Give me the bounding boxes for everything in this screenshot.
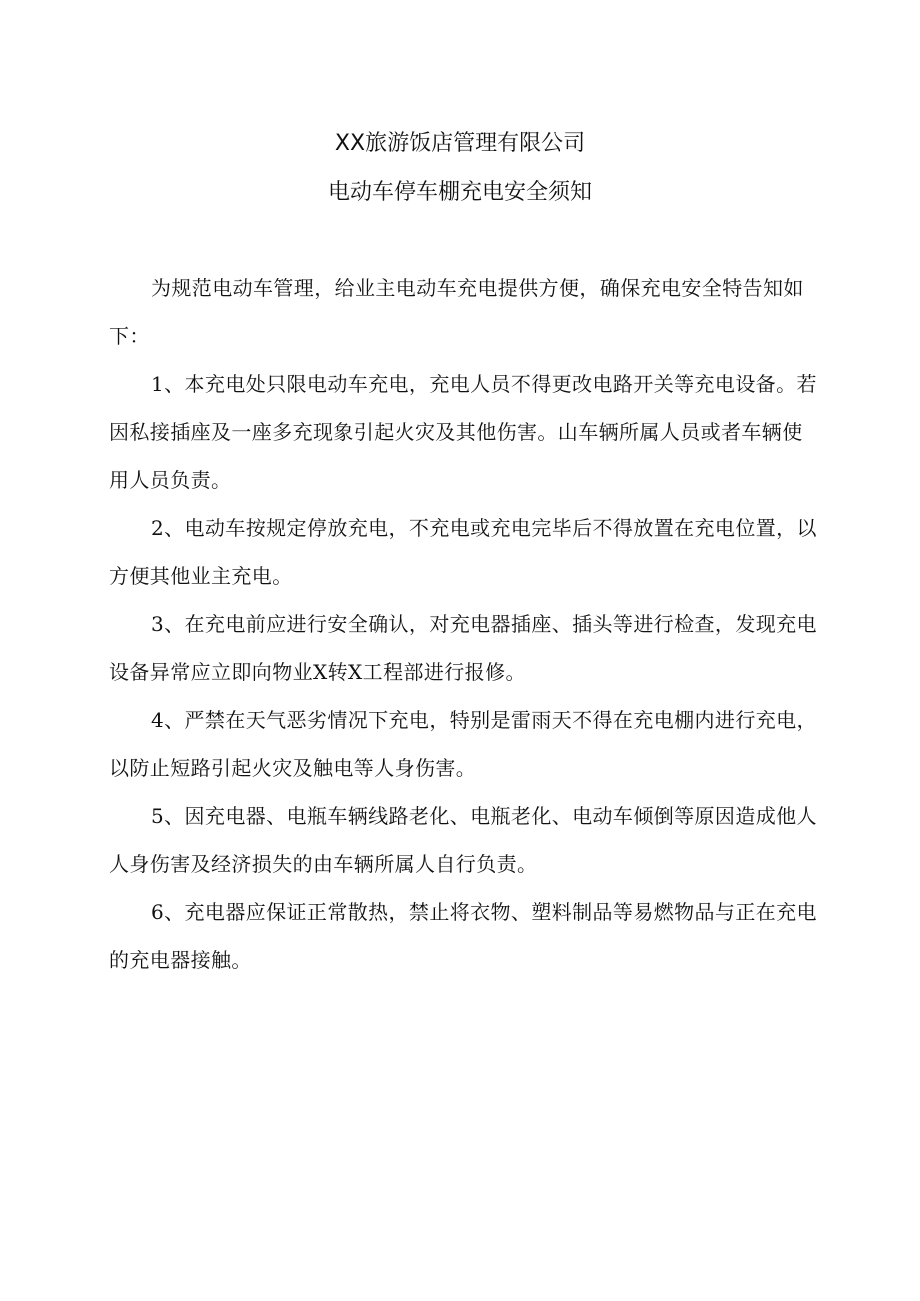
rule-paragraph-3: 3、在充电前应进行安全确认，对充电器插座、插头等进行检查，发现充电设备异常应立即向物业X转X工程部进行报修。 [109, 612, 817, 684]
intro-paragraph: 为规范电动车管理，给业主电动车充电提供方便，确保充电安全特告知如下： [109, 276, 804, 348]
rule-paragraph-1: 1、本充电处只限电动车充电，充电人员不得更改电路开关等充电设备。若因私接插座及一座多充现象引起火灾及其他伤害。山车辆所属人员或者车辆使用人员负责。 [109, 372, 817, 492]
rule-paragraph-4: 4、严禁在天气恶劣情况下充电，特别是雷雨天不得在充电棚内进行充电，以防止短路引起火灾及触电等人身伤害。 [109, 708, 817, 780]
notice-body [109, 264, 819, 984]
notice-title: 电动车停车棚充电安全须知 [327, 180, 592, 205]
rule-paragraph-5: 5、因充电器、电瓶车辆线路老化、电瓶老化、电动车倾倒等原因造成他人人身伤害及经济损失的由车辆所属人自行负责。 [109, 804, 817, 876]
rule-paragraph-6: 6、充电器应保证正常散热，禁止将衣物、塑料制品等易燃物品与正在充电的充电器接触。 [109, 900, 817, 972]
company-title: XX旅游饭店管理有限公司 [334, 131, 586, 156]
rule-paragraph-2: 2、电动车按规定停放充电，不充电或充电完毕后不得放置在充电位置，以方便其他业主充电。 [109, 516, 817, 588]
